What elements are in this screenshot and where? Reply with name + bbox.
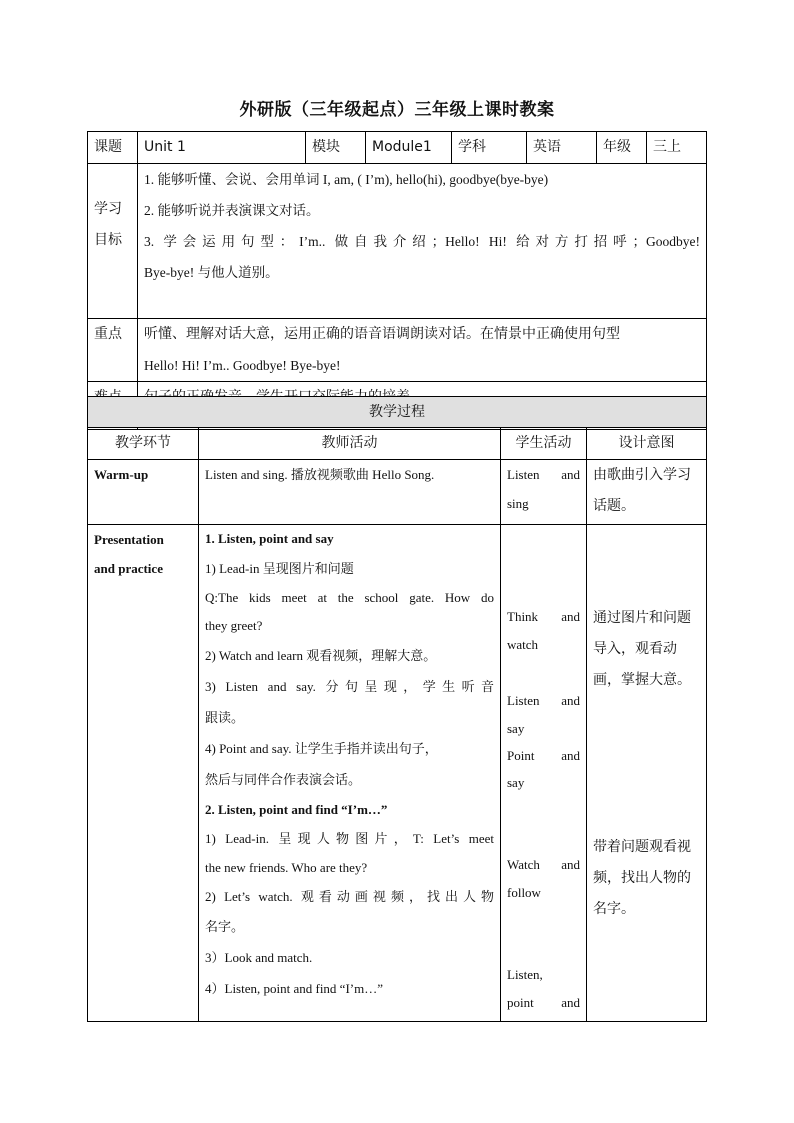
objectives-label-line: 学习 [94,201,122,217]
stage-line: and practice [94,561,163,576]
presentation-stage [88,525,199,1022]
objectives-label-line: 目标 [94,232,122,248]
lesson-info-table [87,131,707,430]
header-intent: 设计意图 [587,428,707,460]
teacher-line: 4）Listen, point and find “I’m…” [205,981,383,996]
student-line: say [507,775,525,790]
student-line: say [507,721,525,736]
warmup-intent: 由歌曲引入学习话题。 [587,460,707,525]
stage-line: Presentation [94,532,164,547]
grade-value: 三上 [647,132,707,164]
teacher-line: 2. Listen, point and find “I’m…” [205,802,388,817]
student-line: sing [507,496,529,511]
info-row [88,132,707,164]
key-points-row [88,319,707,382]
teacher-line: they greet? [205,618,263,633]
subject-value: 英语 [527,132,597,164]
topic-label: 课题 [88,132,138,164]
intent-paragraph: 带着问题观看视频，找出人物的名字。 [593,839,691,917]
warmup-teacher: Listen and sing. 播放视频歌曲 Hello Song. [199,460,501,525]
teacher-line: 1. Listen, point and say [205,531,334,546]
subject-label: 学科 [452,132,527,164]
presentation-row [88,525,707,1022]
objectives-content [138,164,707,319]
student-line: Think and [507,609,580,624]
key-point-line: Hello! Hi! I’m.. Goodbye! Bye-bye! [144,358,341,373]
module-label: 模块 [306,132,366,164]
student-line: Point and [507,748,580,763]
objective-line: 3. 学会运用句型：I’m.. 做自我介绍；Hello! Hi! 给对方打招呼；Goodbye! [144,234,700,249]
teacher-line: 跟读。 [205,710,245,725]
grade-label: 年级 [597,132,647,164]
teacher-line: 1) Lead-in 呈现图片和问题 [205,561,354,576]
process-banner: 教学过程 [88,397,707,428]
warmup-student [501,460,587,525]
teacher-line: 3）Look and match. [205,950,313,965]
key-point-line: 听懂、理解对话大意，运用正确的语音语调朗读对话。在情景中正确使用句型 [144,326,620,342]
teaching-process-table [87,396,707,1022]
student-line: watch [507,637,539,652]
header-student: 学生活动 [501,428,587,460]
student-line: Listen, [507,967,543,982]
teacher-line: 2) Let’s watch. 观看动画视频，找出人物 [205,889,494,904]
objectives-row [88,164,707,319]
warmup-stage: Warm-up [88,460,199,525]
header-teacher: 教师活动 [199,428,501,460]
teacher-line: 3) Listen and say. 分句呈现，学生听音 [205,679,494,694]
process-header-row [88,428,707,460]
student-line: Watch and [507,857,580,872]
page-title: 外研版（三年级起点）三年级上课时教案 [239,100,555,120]
objectives-label [88,164,138,319]
key-points-content [138,319,707,382]
module-value: Module1 [366,132,452,164]
student-line: point and [507,995,580,1010]
presentation-intent [587,525,707,1022]
teacher-line: 4) Point and say. 让学生手指并读出句子， [205,741,438,756]
teacher-line: Q:The kids meet at the school gate. How do [205,590,494,605]
student-line: follow [507,885,541,900]
teacher-line: the new friends. Who are they? [205,860,368,875]
presentation-student [501,525,587,1022]
header-stage: 教学环节 [88,428,199,460]
objective-line: Bye-bye! 与他人道别。 [144,265,279,280]
teacher-line: 2) Watch and learn 观看视频，理解大意。 [205,648,437,663]
student-line: Listen and [507,467,580,482]
topic-value: Unit 1 [138,132,306,164]
teacher-line: 1) Lead-in. 呈现人物图片，T: Let’s meet [205,831,494,846]
student-line: Listen and [507,693,580,708]
teacher-line: 名字。 [205,919,245,934]
teacher-line: 然后与同伴合作表演会话。 [205,772,362,787]
process-banner-row [88,397,707,428]
key-points-label: 重点 [88,319,138,382]
intent-paragraph: 通过图片和问题导入，观看动画，掌握大意。 [593,610,691,688]
objective-line: 1. 能够听懂、会说、会用单词 I, am, ( I’m), hello(hi), goodbye(bye-bye) [144,172,549,187]
presentation-teacher [199,525,501,1022]
objective-line: 2. 能够听说并表演课文对话。 [144,203,320,218]
warmup-row [88,460,707,525]
